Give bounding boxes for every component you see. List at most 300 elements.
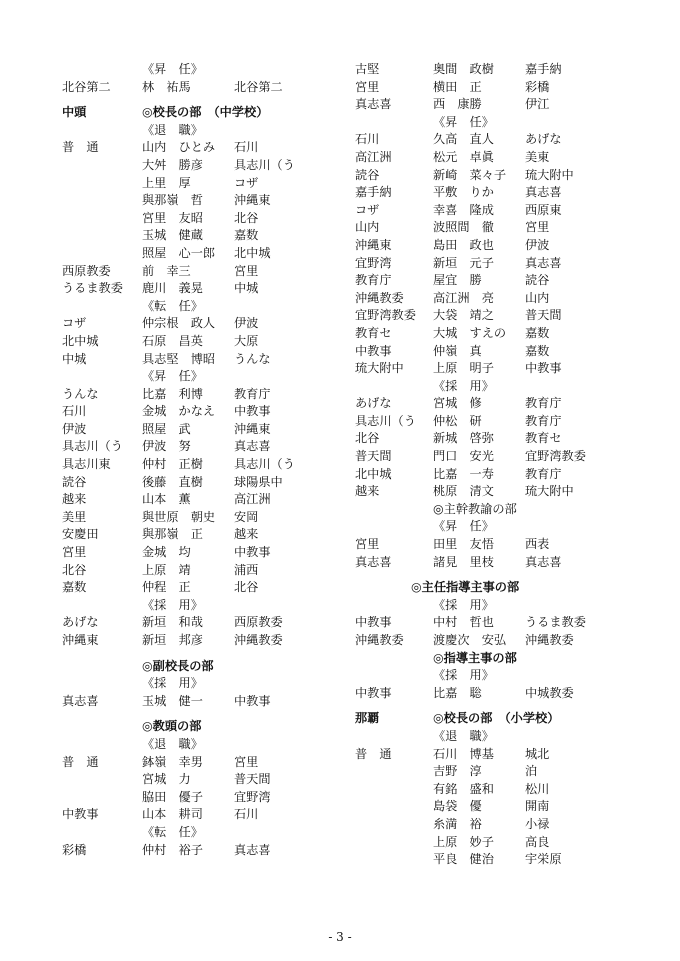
row-school: 中城 [62,351,87,366]
row-destination: 高良 [525,834,550,849]
row-name: 石原 昌英 [142,333,203,348]
table-row [62,806,352,824]
row-destination: 嘉手納 [525,62,562,76]
row-name: 平良 健治 [433,852,494,867]
table-row [62,227,352,245]
row-destination: 石川 [234,140,259,155]
row-name: 諸見 里枝 [433,554,494,569]
row-name: 《昇 任》 [433,114,494,129]
row-school: うんな [62,386,99,401]
table-row [355,96,655,114]
row-destination: 具志川（う [234,457,295,472]
table-row [355,395,655,413]
table-row [355,290,655,308]
row-school: 西原教委 [62,263,111,278]
table-row [355,763,655,781]
table-row [355,834,655,852]
row-name: 屋宜 勝 [433,273,482,288]
table-row [355,728,655,746]
row-destination: 中教事 [234,545,271,560]
row-name: 仲宗根 政人 [142,316,216,331]
row-destination: 教育庁 [234,386,271,401]
table-row [355,114,655,132]
table-row [62,718,352,736]
row-name: 石川 博基 [433,746,494,761]
row-destination: 彩橋 [525,79,550,94]
row-destination: コザ [234,175,259,190]
row-destination: 教育庁 [525,466,562,481]
row-school: 読谷 [62,474,87,489]
table-row [62,263,352,281]
row-name: 横田 正 [433,79,482,94]
row-name: 脇田 優子 [142,789,203,804]
table-row [62,298,352,316]
row-name: 鉢嶺 幸男 [142,754,203,769]
row-name: 糸満 裕 [433,816,482,831]
row-destination: 美東 [525,149,550,164]
row-name: 《採 用》 [433,668,494,683]
row-school: 中教事 [355,685,392,700]
table-row [62,386,352,404]
table-row [355,798,655,816]
row-destination: 大原 [234,333,259,348]
row-name: ◎主幹教諭の部 [433,501,517,516]
row-name: 上原 妙子 [433,834,494,849]
row-name: 與世原 朝史 [142,509,216,524]
row-school: 中教事 [355,343,392,358]
table-row [355,307,655,325]
table-row [355,272,655,290]
row-name: 奥間 政樹 [433,62,494,76]
row-name: ◎主任指導主事の部 [411,580,520,595]
table-row [62,693,352,711]
table-row [62,675,352,693]
row-destination: 石川 [234,807,259,822]
table-row [355,667,655,685]
row-destination: 宮里 [234,263,259,278]
table-row [62,61,352,79]
page-number: - 3 - [328,930,352,944]
table-row [62,614,352,632]
right-column [355,61,655,869]
row-destination: 嘉数 [525,325,550,340]
row-name: 仲松 研 [433,413,482,428]
row-name: 比嘉 聡 [433,685,482,700]
table-row [355,466,655,484]
row-name: 島袋 優 [433,799,482,814]
row-name: 《退 職》 [433,728,494,743]
table-row [355,255,655,273]
table-row [355,614,655,632]
row-destination: 教育セ [525,431,562,446]
row-destination: 中城教委 [525,685,574,700]
row-name: 與那嶺 正 [142,527,203,542]
row-destination: 北中城 [234,245,271,260]
row-school: 真志喜 [355,97,392,112]
row-name: 山本 薫 [142,492,191,507]
row-name: 照屋 武 [142,421,191,436]
row-name: 吉野 淳 [433,764,482,779]
row-name: 門口 安光 [433,449,494,464]
row-destination: 沖縄東 [234,193,271,208]
row-school: 沖縄東 [355,237,392,252]
row-name: 宮里 友昭 [142,210,203,225]
row-destination: 伊江 [525,97,550,112]
row-destination: 真志喜 [234,439,271,454]
row-name: 上原 明子 [433,361,494,376]
row-name: 桃原 清文 [433,484,494,499]
row-school: うるま教委 [62,281,123,296]
table-row [62,842,352,860]
table-row [62,351,352,369]
row-school: 嘉手納 [355,185,392,200]
table-row [355,184,655,202]
row-school: 琉大附中 [355,361,404,376]
row-school: 北谷第二 [62,79,111,94]
row-school: 読谷 [355,167,380,182]
table-row [355,781,655,799]
row-name: 玉城 健一 [142,693,203,708]
row-destination: 北谷 [234,580,259,595]
row-name: 新垣 邦彦 [142,633,203,647]
table-row [62,526,352,544]
row-school: 美里 [62,509,87,524]
row-destination: 読谷 [525,273,550,288]
row-destination: 宇栄原 [525,852,562,867]
row-destination: 開南 [525,799,550,814]
row-name: 金城 かなえ [142,404,216,419]
row-name: 《昇 任》 [142,62,203,76]
row-name: 鹿川 義晃 [142,281,203,296]
table-row [62,658,352,676]
table-row [62,544,352,562]
table-row [62,421,352,439]
table-row [62,632,352,650]
row-school: 北中城 [62,333,99,348]
row-destination: 城北 [525,746,550,761]
row-name: 宮城 力 [142,772,191,787]
row-name: ◎指導主事の部 [433,650,517,665]
row-destination: 真志喜 [525,185,562,200]
table-row [355,219,655,237]
row-name: 大城 すえの [433,325,507,340]
table-row [355,685,655,703]
row-spacer [355,571,655,579]
row-destination: 安岡 [234,509,259,524]
row-school: あげな [355,396,392,411]
table-row [355,483,655,501]
table-row [62,280,352,298]
row-spacer [355,702,655,710]
row-destination: 伊波 [525,237,550,252]
row-destination: 越来 [234,527,259,542]
row-destination: 中教事 [525,361,562,376]
table-row [62,438,352,456]
row-destination: 北谷第二 [234,79,283,94]
row-school: 普 通 [355,746,392,761]
row-school: 北谷 [62,562,87,577]
row-name: 具志堅 博昭 [142,351,216,366]
row-destination: 真志喜 [525,554,562,569]
table-row [355,448,655,466]
table-row [62,824,352,842]
row-school: 石川 [355,132,380,147]
row-school: 真志喜 [62,693,99,708]
table-row [355,746,655,764]
row-school: あげな [62,615,99,630]
row-destination: 教育庁 [525,413,562,428]
row-destination: 宮里 [234,754,259,769]
left-column [62,61,352,859]
row-name: 平敷 りか [433,185,494,200]
table-row [355,237,655,255]
table-row [62,456,352,474]
row-school: 中教事 [355,615,392,630]
table-row [355,360,655,378]
row-name: 西 康勝 [433,97,482,112]
row-destination: 沖縄東 [234,421,271,436]
row-name: 《転 任》 [142,824,203,839]
row-destination: 真志喜 [525,255,562,270]
row-destination: 普天間 [525,308,562,323]
row-destination: うんな [234,351,271,366]
row-destination: 球陽県中 [234,474,283,489]
row-school: 彩橋 [62,842,87,857]
row-name: 《採 用》 [142,676,203,691]
row-destination: 西原教委 [234,615,283,630]
row-name: 《転 任》 [142,298,203,313]
row-name: ◎校長の部 （中学校） [142,105,269,120]
table-row [62,157,352,175]
row-name: 《採 用》 [142,597,203,612]
row-name: 前 幸三 [142,263,191,278]
row-name: 仲村 正樹 [142,457,203,472]
row-name: 《退 職》 [142,122,203,137]
row-school: 教育セ [355,325,392,340]
table-row [62,509,352,527]
row-destination: 宮里 [525,220,550,235]
table-row [355,710,655,728]
row-school: 宮里 [355,537,380,552]
row-name: 後藤 直樹 [142,474,203,489]
table-row [355,518,655,536]
table-row [355,650,655,668]
row-name: 有銘 盛和 [433,781,494,796]
table-row [355,816,655,834]
table-row [62,403,352,421]
table-row [62,192,352,210]
row-school: 嘉数 [62,580,87,595]
row-school: 伊波 [62,421,87,436]
table-row [355,131,655,149]
table-row [62,789,352,807]
table-row [62,122,352,140]
row-school: 北中城 [355,466,392,481]
table-row [355,851,655,869]
row-destination: 西表 [525,537,550,552]
row-name: 久高 直人 [433,132,494,147]
table-row [355,501,655,519]
row-destination: うるま教委 [525,615,586,630]
row-name: 渡慶次 安弘 [433,633,507,647]
table-row [62,771,352,789]
table-row [62,175,352,193]
row-school: 越来 [62,492,87,507]
row-destination: あげな [525,132,562,147]
row-school: 普 通 [62,140,99,155]
row-name: 《採 用》 [433,378,494,393]
row-name: 松元 卓眞 [433,149,494,164]
table-row [62,104,352,122]
row-destination: 西原東 [525,202,562,217]
row-destination: 沖縄教委 [525,633,574,647]
table-row [62,579,352,597]
row-name: 宮城 修 [433,396,482,411]
row-destination: 嘉数 [234,228,259,243]
row-destination: 浦西 [234,562,259,577]
row-name: 高江洲 亮 [433,290,494,305]
row-destination: 松川 [525,781,550,796]
row-name: 上原 靖 [142,562,191,577]
row-school: 真志喜 [355,554,392,569]
row-school: 山内 [355,220,380,235]
row-destination: 宜野湾教委 [525,449,586,464]
table-row [355,149,655,167]
row-name: 玉城 健蔵 [142,228,203,243]
row-school: 古堅 [355,62,380,76]
row-school: 普 通 [62,754,99,769]
table-row [62,368,352,386]
table-row [62,79,352,97]
row-destination: 中城 [234,281,259,296]
row-name: 與那嶺 哲 [142,193,203,208]
row-school: 沖縄東 [62,633,99,647]
table-row [355,413,655,431]
row-name: 新崎 菜々子 [433,167,507,182]
row-name: 照屋 心一郎 [142,245,216,260]
row-name: 大舛 勝彦 [142,157,203,172]
table-row [355,202,655,220]
row-destination: 嘉数 [525,343,550,358]
row-school: 那覇 [355,711,380,726]
row-school: 宮里 [355,79,380,94]
table-row [355,597,655,615]
row-school: 宮里 [62,545,87,560]
row-destination: 真志喜 [234,842,271,857]
row-school: 沖縄教委 [355,290,404,305]
row-spacer [62,650,352,658]
row-name: 新垣 元子 [433,255,494,270]
row-school: 具志川（う [355,413,416,428]
row-name: 大袋 靖之 [433,308,494,323]
row-name: 新垣 和哉 [142,615,203,630]
row-spacer [62,96,352,104]
row-school: コザ [355,202,380,217]
row-school: 石川 [62,404,87,419]
row-school: 中頭 [62,105,87,120]
table-row [62,333,352,351]
row-name: 《昇 任》 [142,369,203,384]
table-row [62,139,352,157]
row-name: 比嘉 利博 [142,386,203,401]
row-name: 仲嶺 真 [433,343,482,358]
table-row [62,474,352,492]
row-destination: 山内 [525,290,550,305]
table-row [62,491,352,509]
table-row [62,245,352,263]
row-name: ◎校長の部 （小学校） [433,711,560,726]
table-row [355,325,655,343]
row-name: 幸喜 隆成 [433,202,494,217]
row-school: 宜野湾 [355,255,392,270]
row-name: 島田 政也 [433,237,494,252]
row-school: 北谷 [355,431,380,446]
row-destination: 北谷 [234,210,259,225]
table-row [355,79,655,97]
row-school: 宜野湾教委 [355,308,416,323]
table-row [355,554,655,572]
row-destination: 普天間 [234,772,271,787]
table-row [62,754,352,772]
row-name: 新城 啓弥 [433,431,494,446]
table-row [62,562,352,580]
row-name: 《昇 任》 [433,519,494,534]
row-destination: 中教事 [234,404,271,419]
table-row [355,430,655,448]
row-name: 山内 ひとみ [142,140,216,155]
table-row [62,597,352,615]
table-row [62,736,352,754]
row-school: コザ [62,316,87,331]
row-name: 上里 厚 [142,175,191,190]
row-name: 比嘉 一寿 [433,466,494,481]
row-name: ◎教頭の部 [142,719,202,734]
table-row [355,61,655,79]
row-school: 沖縄教委 [355,633,404,647]
row-spacer [62,710,352,718]
row-destination: 泊 [525,764,538,779]
row-name: 《退 職》 [142,736,203,751]
row-school: 具志川（う [62,439,123,454]
row-destination: 高江洲 [234,492,271,507]
row-school: 安慶田 [62,527,99,542]
row-destination: 伊波 [234,316,259,331]
row-school: 教育庁 [355,273,392,288]
table-row [355,343,655,361]
row-destination: 沖縄教委 [234,633,283,647]
row-name: 田里 友悟 [433,537,494,552]
row-name: 仲程 正 [142,580,191,595]
row-name: 《採 用》 [433,597,494,612]
row-school: 普天間 [355,449,392,464]
row-destination: 宜野湾 [234,789,271,804]
row-school: 具志川東 [62,457,111,472]
row-destination: 琉大附中 [525,484,574,499]
table-row [62,210,352,228]
row-name: 金城 均 [142,545,191,560]
row-destination: 小禄 [525,816,550,831]
table-row [355,378,655,396]
row-destination: 具志川（う [234,157,295,172]
table-row [355,579,655,597]
row-destination: 琉大附中 [525,167,574,182]
row-name: 中村 哲也 [433,615,494,630]
row-name: 山本 耕司 [142,807,203,822]
row-name: 林 祐馬 [142,79,191,94]
row-name: 波照間 徹 [433,220,494,235]
table-row [62,315,352,333]
row-school: 中教事 [62,807,99,822]
